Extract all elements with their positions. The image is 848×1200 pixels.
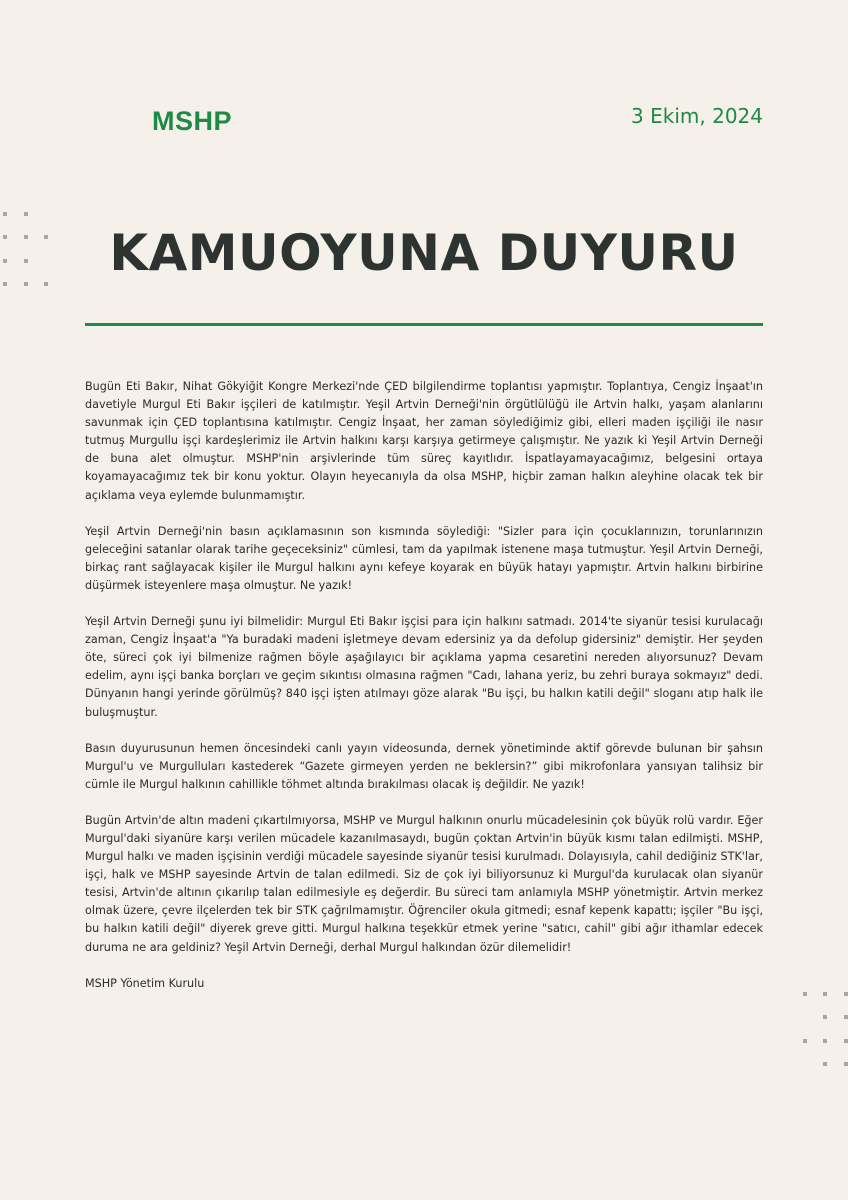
title-divider — [85, 323, 763, 326]
signature: MSHP Yönetim Kurulu — [85, 976, 205, 990]
paragraph-1: Bugün Eti Bakır, Nihat Gökyiğit Kongre Merkezi'nde ÇED bilgilendirme toplantısı yapmıştır. Toplantıya, Cengiz İnşaat'ın davetiyle Murgul Eti Bakır işçileri de katılmıştır. Yeşil Artvin Derneği'nin örgütlülüğü ile Artvin halkı, yaşam alanlarını savunmak için ÇED toplantısına katılmıştır. Cengiz İnşaat, her zaman söylediğimiz gibi, elleri maden işçiliği ile nasır tutmuş Murgullu işçi kardeşlerimiz ile Artvin halkını karşı karşıya getirmeye çalışmıştır. Ne yazık ki Yeşil Artvin Derneği de buna alet olmuştur. MSHP'nin arşivlerinde tüm süreç kayıtlıdır. İspatlayamayacağımız, belgesini ortaya koyamayacağımız tek bir konu yoktur. Olayın heyecanıyla da olsa MSHP, hiçbir zaman halkın aleyhine olacak tek bir açıklama veya eylemde bulunmamıştır. — [85, 380, 763, 502]
paragraph-3: Yeşil Artvin Derneği şunu iyi bilmelidir: Murgul Eti Bakır işçisi para için halkını satmadı. 2014'te siyanür tesisi kurulacağı zaman, Cengiz İnşaat'a "Ya buradaki madeni işletmeye devam edersiniz ya da defolup gidersiniz" demiştir. Her şeyden öte, süreci çok iyi bilmenize rağmen böyle aşağılayıcı bir açıklama yapma cesaretini nereden alıyorsunuz? Devam edelim, aynı işçi banka borçları ve geçim sıkıntısı olmasına rağmen "Cadı, lahana yeriz, bu zehri buraya sokmayız" dedi. Dünyanın hangi yerinde görülmüş? 840 işçi işten atılmayı göze alarak "Bu işçi, bu halkın katili değil" sloganı atıp halk ile buluşmuştur. — [85, 615, 763, 719]
paragraph-4: Basın duyurusunun hemen öncesindeki canlı yayın videosunda, dernek yönetiminde aktif görevde bulunan bir şahsın Murgul'u ve Murgulluları kastederek “Gazete girmeyen yerden ne beklersin?” gibi mikrofonlara yansıyan talihsiz bir cümle ile Murgul halkının cahillikle töhmet altında bırakılması olacak iş değildir. Ne yazık! — [85, 741, 763, 791]
page-title: KAMUOYUNA DUYURU — [109, 224, 739, 282]
document-date: 3 Ekim, 2024 — [631, 104, 763, 128]
paragraph-5: Bugün Artvin'de altın madeni çıkartılmıyorsa, MSHP ve Murgul halkının onurlu mücadelesinin çok büyük rolü vardır. Eğer Murgul'daki siyanüre karşı verilen mücadele kazanılmasaydı, bugün çoktan Artvin'in büyük kısmı talan edilmişti. MSHP, Murgul halkı ve maden işçisinin verdiği mücadele sayesinde siyanür tesisi kurulmadı. Dolayısıyla, cahil dediğiniz STK'lar, işçi, halk ve MSHP sayesinde Artvin de talan edilmedi. Siz de çok iyi biliyorsunuz ki Murgul'da kurulacak olan siyanür tesisi, Artvin'de altının çıkarılıp talan edilmesiyle eş değerdir. Bu süreci tam anlamıyla MSHP yönetmiştir. Artvin merkez olmak üzere, çevre ilçelerden tek bir STK çağrılmamıştır. Öğrenciler okula gitmedi; esnaf kepenk kapattı; işçiler "Bu işçi, bu halkın katili değil" diyerek greve gitti. Murgul halkına teşekkür etmek yerine "satıcı, cahil" gibi ağır ithamlar edecek duruma ne ara geldiniz? Yeşil Artvin Derneği, derhal Murgul halkından özür dilemelidir! — [85, 813, 763, 954]
paragraph-2: Yeşil Artvin Derneği'nin basın açıklamasının son kısmında söylediği: "Sizler para için çocuklarınızın, torunlarınızın geleceğini satanlar olarak tarihe geçeceksiniz" cümlesi, tam da yapılmak istenene maşa tutmuştur. Yeşil Artvin Derneği, birkaç rant sağlayacak kişiler ile Murgul halkını aynı kefeye koyarak en büyük hatayı yapmıştır. Artvin halkını birbirine düşürmek isteyenlere maşa olmuştur. Ne yazık! — [85, 524, 763, 592]
organization-logo: MSHP — [152, 106, 233, 136]
announcement-body — [85, 378, 763, 1011]
